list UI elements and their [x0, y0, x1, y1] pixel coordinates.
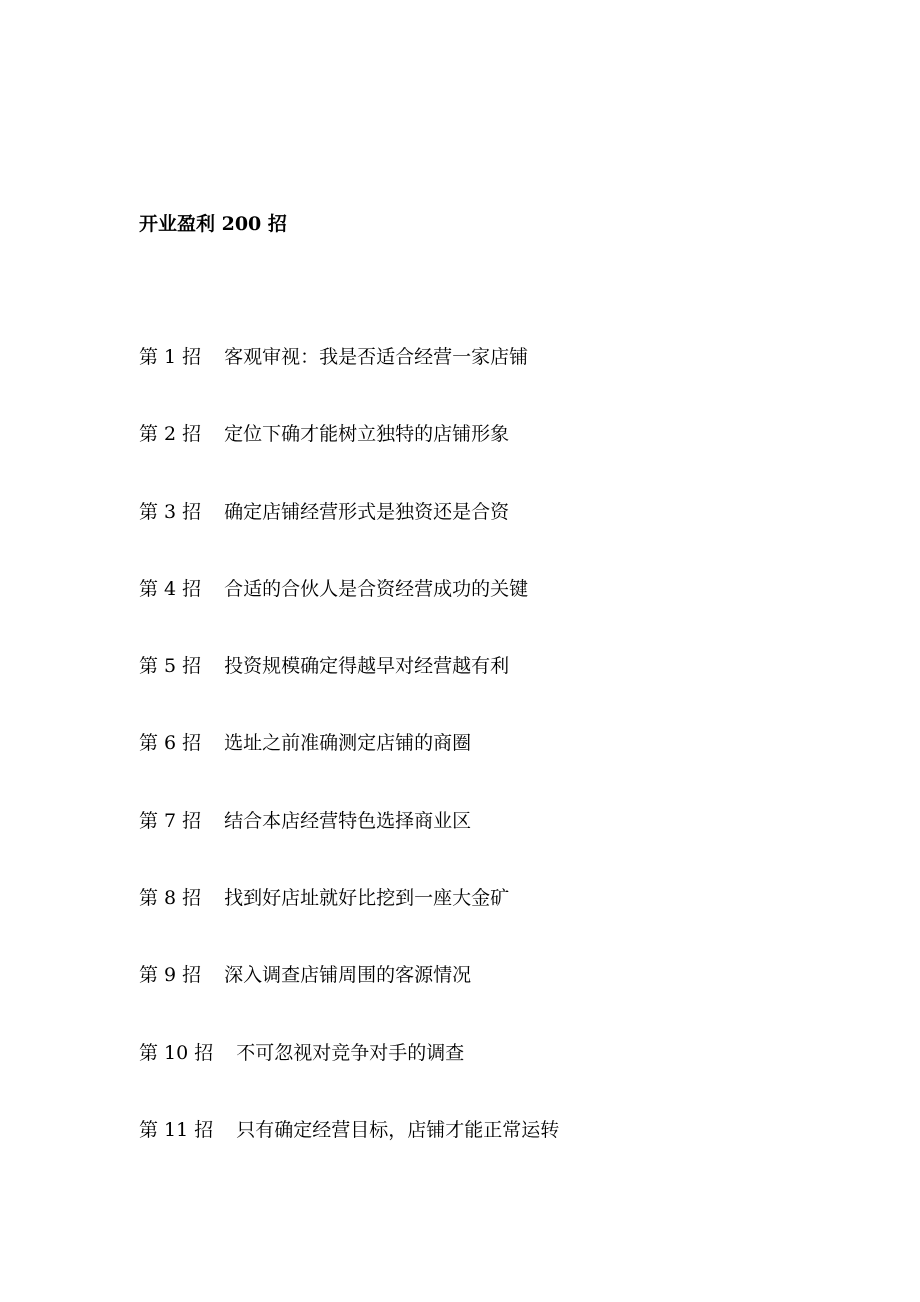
list-item — [139, 1113, 559, 1190]
tip-number: 第 10 招 — [139, 1041, 214, 1064]
tip-text: 客观审视：我是否适合经营一家店铺 — [224, 346, 529, 368]
tip-text: 深入调查店铺周围的客源情况 — [224, 964, 472, 987]
tip-number: 第 4 招 — [139, 577, 202, 600]
tip-number: 第 9 招 — [139, 964, 202, 987]
tip-text: 结合本店经营特色选择商业区 — [224, 809, 472, 832]
list-item — [139, 340, 559, 417]
tip-number: 第 7 招 — [139, 809, 202, 832]
list-item — [139, 958, 559, 1035]
tip-text: 不可忽视对竞争对手的调查 — [236, 1041, 465, 1064]
tip-number: 第 2 招 — [139, 423, 202, 446]
tip-number: 第 8 招 — [139, 887, 202, 910]
list-item — [139, 572, 559, 649]
list-item — [139, 804, 559, 881]
list-item — [139, 495, 559, 572]
tip-number: 第 3 招 — [139, 500, 202, 523]
tip-text: 只有确定经营目标，店铺才能正常运转 — [236, 1118, 560, 1141]
tip-number: 第 1 招 — [139, 346, 202, 368]
tip-text: 合适的合伙人是合资经营成功的关键 — [224, 577, 529, 600]
tip-text: 选址之前准确测定店铺的商圈 — [224, 732, 472, 755]
list-item — [139, 417, 559, 494]
tip-text: 定位下确才能树立独特的店铺形象 — [224, 423, 510, 446]
list-item — [139, 726, 559, 803]
list-item — [139, 881, 559, 958]
tip-number: 第 6 招 — [139, 732, 202, 755]
tips-list — [139, 340, 559, 1190]
tip-number: 第 11 招 — [139, 1118, 214, 1141]
list-item — [139, 1036, 559, 1113]
tip-text: 投资规模确定得越早对经营越有利 — [224, 655, 510, 678]
list-item — [139, 649, 559, 726]
tip-number: 第 5 招 — [139, 655, 202, 678]
tip-text: 确定店铺经营形式是独资还是合资 — [224, 500, 510, 523]
document-title: 开业盈利 200 招 — [139, 213, 287, 235]
tip-text: 找到好店址就好比挖到一座大金矿 — [224, 887, 510, 910]
